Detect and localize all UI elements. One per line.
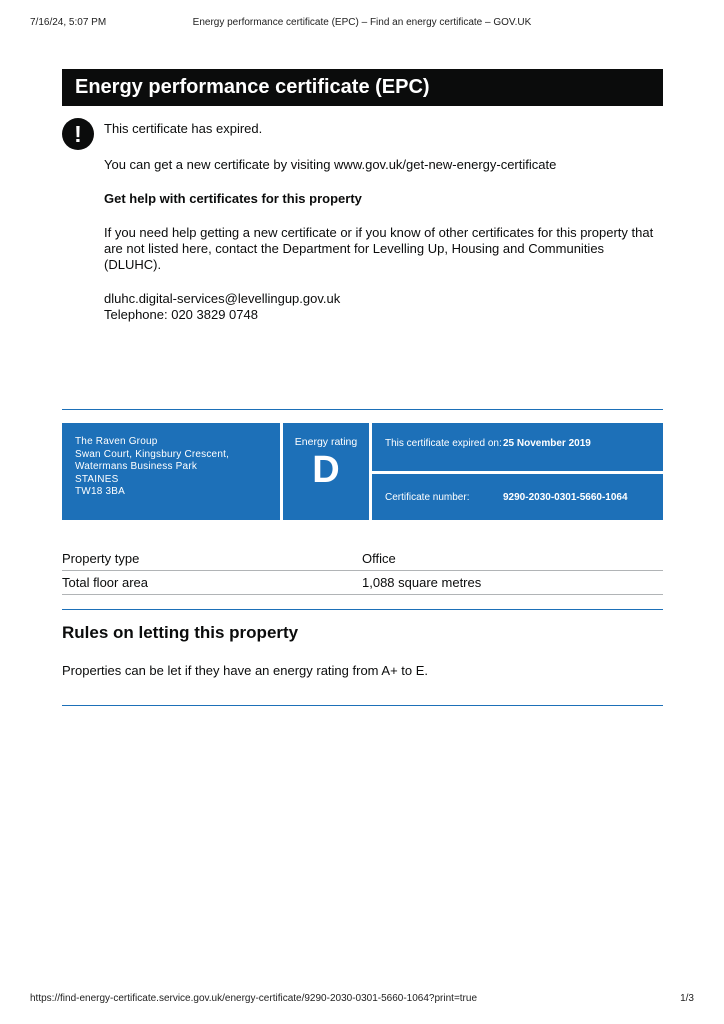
contact-email-link[interactable]: dluhc.digital-services@levellingup.gov.uk (104, 291, 341, 306)
floor-area-value: 1,088 square metres (362, 571, 663, 595)
page-title: Energy performance certificate (EPC) (62, 69, 663, 106)
address-line: The Raven Group (75, 436, 158, 447)
section-divider (62, 609, 663, 610)
address-line: TW18 3BA (75, 486, 125, 497)
property-type-value: Office (362, 547, 663, 571)
address-line: Swan Court, Kingsbury Crescent, (75, 448, 230, 460)
print-header-date: 7/16/24, 5:07 PM (30, 17, 107, 28)
section-divider (62, 705, 663, 706)
floor-area-key: Total floor area (62, 571, 362, 595)
energy-rating-label: Energy rating (294, 436, 358, 448)
help-body: If you need help getting a new certificate or if you know of other certificates for this property that are not listed here, contact the Department for Levelling Up, Housing and Communities (DLUHC). (104, 225, 654, 272)
table-row (62, 571, 663, 595)
property-details-table (62, 547, 663, 595)
letting-rules-heading: Rules on letting this property (62, 623, 299, 642)
main-content (62, 69, 663, 706)
certificate-number-row (372, 474, 663, 520)
section-divider (62, 409, 663, 410)
property-address (62, 423, 280, 520)
print-header (30, 17, 694, 31)
print-header-title: Energy performance certificate (EPC) – Find an energy certificate – GOV.UK (192, 17, 532, 28)
exclamation-icon: ! (62, 118, 94, 150)
expiry-row (372, 423, 663, 471)
certificate-info (372, 423, 663, 520)
epc-summary-panel (62, 423, 663, 520)
property-type-key: Property type (62, 547, 362, 571)
new-certificate-text: You can get a new certificate by visiting www.gov.uk/get-new-energy-certificate (104, 157, 557, 172)
expired-warning (62, 118, 663, 323)
print-footer (30, 993, 694, 1007)
energy-rating-value: D (312, 449, 340, 491)
address-line: Watermans Business Park (75, 461, 198, 472)
certificate-number: 9290-2030-0301-5660-1064 (503, 492, 628, 503)
page-number: 1/3 (680, 993, 694, 1004)
energy-rating-box (283, 423, 369, 520)
contact-telephone: Telephone: 020 3829 0748 (104, 307, 258, 322)
expiry-date: 25 November 2019 (503, 438, 591, 449)
help-heading: Get help with certificates for this property (104, 191, 362, 206)
print-footer-url[interactable]: https://find-energy-certificate.service.gov.uk/energy-certificate/9290-2030-0301-5660-1064?print=true (30, 993, 478, 1004)
warning-title: This certificate has expired. (104, 121, 263, 136)
certificate-number-label: Certificate number: (385, 492, 470, 503)
contact-details (104, 291, 663, 323)
address-line: STAINES (75, 473, 119, 485)
table-row (62, 547, 663, 571)
expiry-label: This certificate expired on: (385, 438, 502, 449)
letting-rules-body: Properties can be let if they have an energy rating from A+ to E. (62, 663, 429, 678)
